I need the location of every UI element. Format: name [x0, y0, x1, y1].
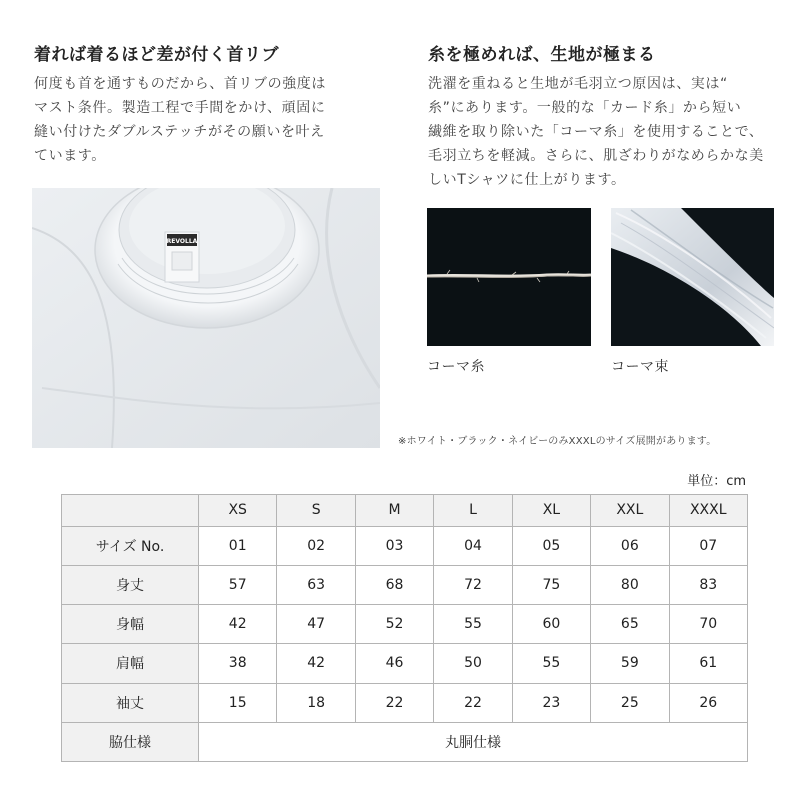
combed-yarn-photo	[427, 208, 591, 346]
header-cell-xs: XS	[199, 495, 277, 527]
table-cell: 46	[355, 644, 433, 683]
yarn-heading: 糸を極めれば、生地が極まる	[428, 45, 656, 65]
table-cell: 72	[434, 565, 512, 604]
table-cell: 83	[669, 565, 747, 604]
neck-rib-description: 何度も首を通すものだから、首リブの強度は マスト条件。製造工程で手間をかけ、頑固に 縫い付けたダブルステッチがその願いを叶え ています。	[34, 76, 326, 164]
table-cell: 42	[199, 605, 277, 644]
table-cell: 07	[669, 526, 747, 565]
combed-sliver-image	[611, 208, 774, 346]
table-cell: 18	[277, 683, 355, 722]
combed-yarn-image	[427, 208, 591, 346]
table-row	[62, 605, 748, 644]
tshirt-collar-photo	[32, 188, 380, 448]
table-cell: 70	[669, 605, 747, 644]
combed-sliver-photo	[611, 208, 774, 346]
row-label-side-spec: 脇仕様	[62, 722, 199, 761]
row-label-size-no: サイズ No.	[62, 526, 199, 565]
table-cell: 65	[591, 605, 669, 644]
header-cell-l: L	[434, 495, 512, 527]
table-cell: 22	[355, 683, 433, 722]
table-cell: 47	[277, 605, 355, 644]
table-cell: 23	[512, 683, 590, 722]
table-cell: 01	[199, 526, 277, 565]
yarn-description: 洗濯を重ねると生地が毛羽立つ原因は、実は“ 糸”にあります。一般的な「カード糸」から短い 繊維を取り除いた「コーマ糸」を使用することで、毛羽立ちを軽減。さらに、肌ざわりがなめらかな美しいTシャツに仕上がります。	[428, 76, 764, 188]
table-cell: 25	[591, 683, 669, 722]
table-cell: 03	[355, 526, 433, 565]
table-cell: 06	[591, 526, 669, 565]
row-label-body-length: 身丈	[62, 565, 199, 604]
header-cell	[62, 495, 199, 527]
table-row	[62, 683, 748, 722]
table-cell: 75	[512, 565, 590, 604]
neck-rib-heading: 着れば着るほど差が付く首リブ	[34, 45, 279, 65]
unit-label: 単位：cm	[687, 474, 746, 489]
size-chart-table	[61, 494, 748, 762]
row-label-sleeve-length: 袖丈	[62, 683, 199, 722]
header-cell-xl: XL	[512, 495, 590, 527]
header-cell-xxxl: XXXL	[669, 495, 747, 527]
table-cell: 59	[591, 644, 669, 683]
table-cell: 52	[355, 605, 433, 644]
table-row	[62, 722, 748, 761]
table-cell: 22	[434, 683, 512, 722]
table-cell: 38	[199, 644, 277, 683]
table-row	[62, 526, 748, 565]
tshirt-collar-image	[32, 188, 380, 448]
table-cell: 50	[434, 644, 512, 683]
table-row	[62, 644, 748, 683]
combed-sliver-caption: コーマ束	[611, 359, 669, 375]
table-cell: 61	[669, 644, 747, 683]
header-cell-m: M	[355, 495, 433, 527]
size-availability-note: ※ホワイト・ブラック・ネイビーのみXXXLのサイズ展開があります。	[398, 436, 717, 447]
side-spec-value: 丸胴仕様	[199, 722, 748, 761]
table-cell: 63	[277, 565, 355, 604]
row-label-shoulder-width: 肩幅	[62, 644, 199, 683]
table-row	[62, 565, 748, 604]
table-cell: 68	[355, 565, 433, 604]
neck-label-text: REVOLLA	[166, 238, 198, 245]
table-cell: 55	[512, 644, 590, 683]
table-cell: 26	[669, 683, 747, 722]
table-cell: 04	[434, 526, 512, 565]
header-cell-s: S	[277, 495, 355, 527]
table-cell: 57	[199, 565, 277, 604]
table-cell: 02	[277, 526, 355, 565]
table-cell: 05	[512, 526, 590, 565]
table-cell: 55	[434, 605, 512, 644]
table-cell: 60	[512, 605, 590, 644]
header-cell-xxl: XXL	[591, 495, 669, 527]
size-header-row	[62, 495, 748, 527]
table-cell: 42	[277, 644, 355, 683]
table-cell: 15	[199, 683, 277, 722]
table-cell: 80	[591, 565, 669, 604]
combed-yarn-caption: コーマ糸	[427, 359, 485, 375]
row-label-body-width: 身幅	[62, 605, 199, 644]
